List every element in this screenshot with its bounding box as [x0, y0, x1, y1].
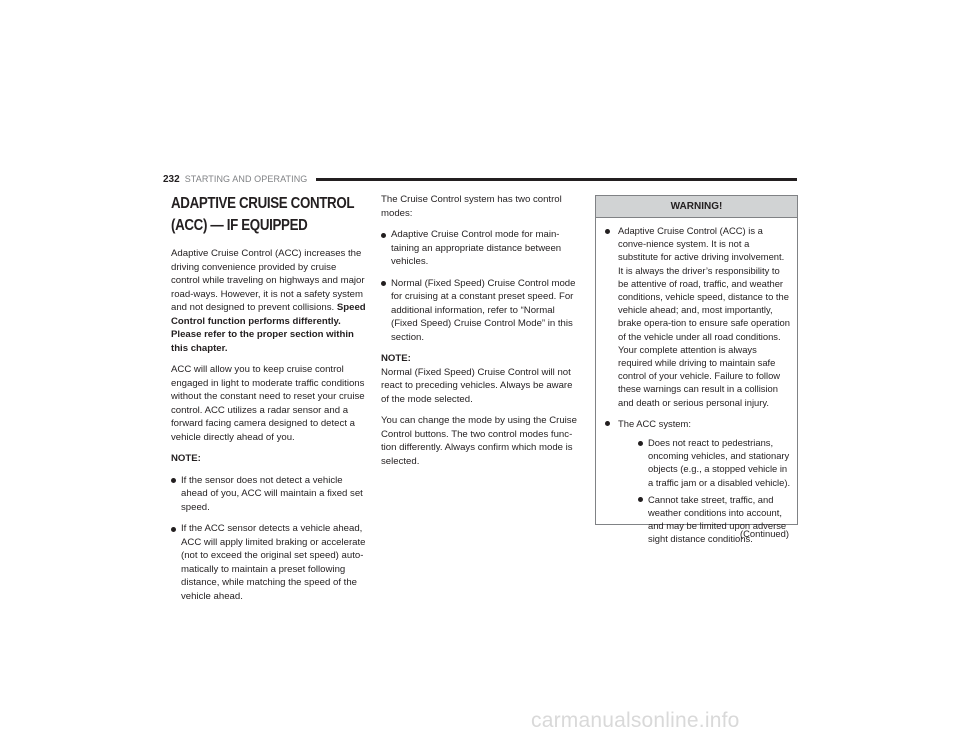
note-text: Normal (Fixed Speed) Cruise Control will not react to preceding vehicles. Always be aware of the mode selected.	[381, 366, 573, 405]
note-label: NOTE:	[381, 353, 411, 364]
header-rule	[316, 178, 797, 181]
list-item	[602, 417, 791, 546]
list-item: If the ACC sensor detects a vehicle ahead, ACC will apply limited braking or accelerate (not to exceed the original set speed) auto-matically to maintain a preset following distance, while matching the speed of the vehicle ahead.	[171, 522, 367, 603]
intro-bold-text: Speed Control function performs differently. Please refer to the proper section within this chapter.	[171, 302, 366, 354]
acc-system-label: The ACC system:	[618, 417, 691, 429]
page-header	[163, 172, 797, 186]
left-column	[171, 193, 367, 611]
page-number: 232	[163, 173, 180, 185]
watermark-text: carmanualsonline.info	[531, 709, 740, 732]
note-label: NOTE:	[171, 453, 201, 464]
acc-description-paragraph: ACC will allow you to keep cruise control engaged in light to moderate traffic conditions without the constant need to reset your cruise control. ACC utilizes a radar sensor and a forward facing camera designed to detect a vehicle directly ahead of you.	[171, 364, 365, 443]
list-item: If the sensor does not detect a vehicle ahead of you, ACC will maintain a fixed set speed.	[171, 474, 367, 515]
warning-list	[602, 224, 791, 546]
mode-change-paragraph: You can change the mode by using the Cruise Control buttons. The two control modes func-tion differently. Always confirm which mode is selected.	[381, 415, 577, 467]
note-bullet-list	[171, 474, 367, 604]
list-item: Adaptive Cruise Control mode for main-taining an appropriate distance between vehicles.	[381, 228, 579, 269]
list-item: Normal (Fixed Speed) Cruise Control mode for cruising at a constant preset speed. For additional information, refer to “Normal (Fixed Speed) Cruise Control Mode” in this section.	[381, 277, 579, 345]
modes-intro: The Cruise Control system has two control modes:	[381, 194, 562, 219]
section-heading: ADAPTIVE CRUISE CONTROL (ACC) — IF EQUIPPED	[171, 195, 354, 234]
list-item: Adaptive Cruise Control (ACC) is a conve-nience system. It is not a substitute for active driving involvement. It is always the driver’s responsibility to be attentive of road, traffic, and weather conditions, vehicle speed, distance to the vehicle ahead; and, most importantly, brake opera-tion to ensure safe operation of the vehicle under all road conditions. Your complete attention is always required while driving to maintain safe control of your vehicle. Failure to follow these warnings can result in a collision and death or serious personal injury.	[602, 224, 791, 409]
section-title: STARTING AND OPERATING	[184, 174, 308, 184]
intro-paragraph	[171, 247, 367, 355]
sub-list-item: Does not react to pedestrians, oncoming vehicles, and stationary objects (e.g., a stopped vehicle in a traffic jam or a disabled vehicle).	[618, 436, 791, 489]
sub-list-item: Cannot take street, traffic, and weather conditions into account, and may be limited upon adverse sight distance conditions.	[618, 493, 791, 546]
continued-label: (Continued)	[740, 528, 789, 539]
modes-list	[381, 228, 579, 344]
intro-text: Adaptive Cruise Control (ACC) increases the driving convenience provided by cruise control while traveling on highways and major road-ways. However, it is not a safety system and not designed to prevent collisions.	[171, 248, 365, 313]
middle-column	[381, 193, 579, 476]
warning-body	[596, 218, 797, 546]
warning-heading: WARNING!	[596, 196, 797, 218]
